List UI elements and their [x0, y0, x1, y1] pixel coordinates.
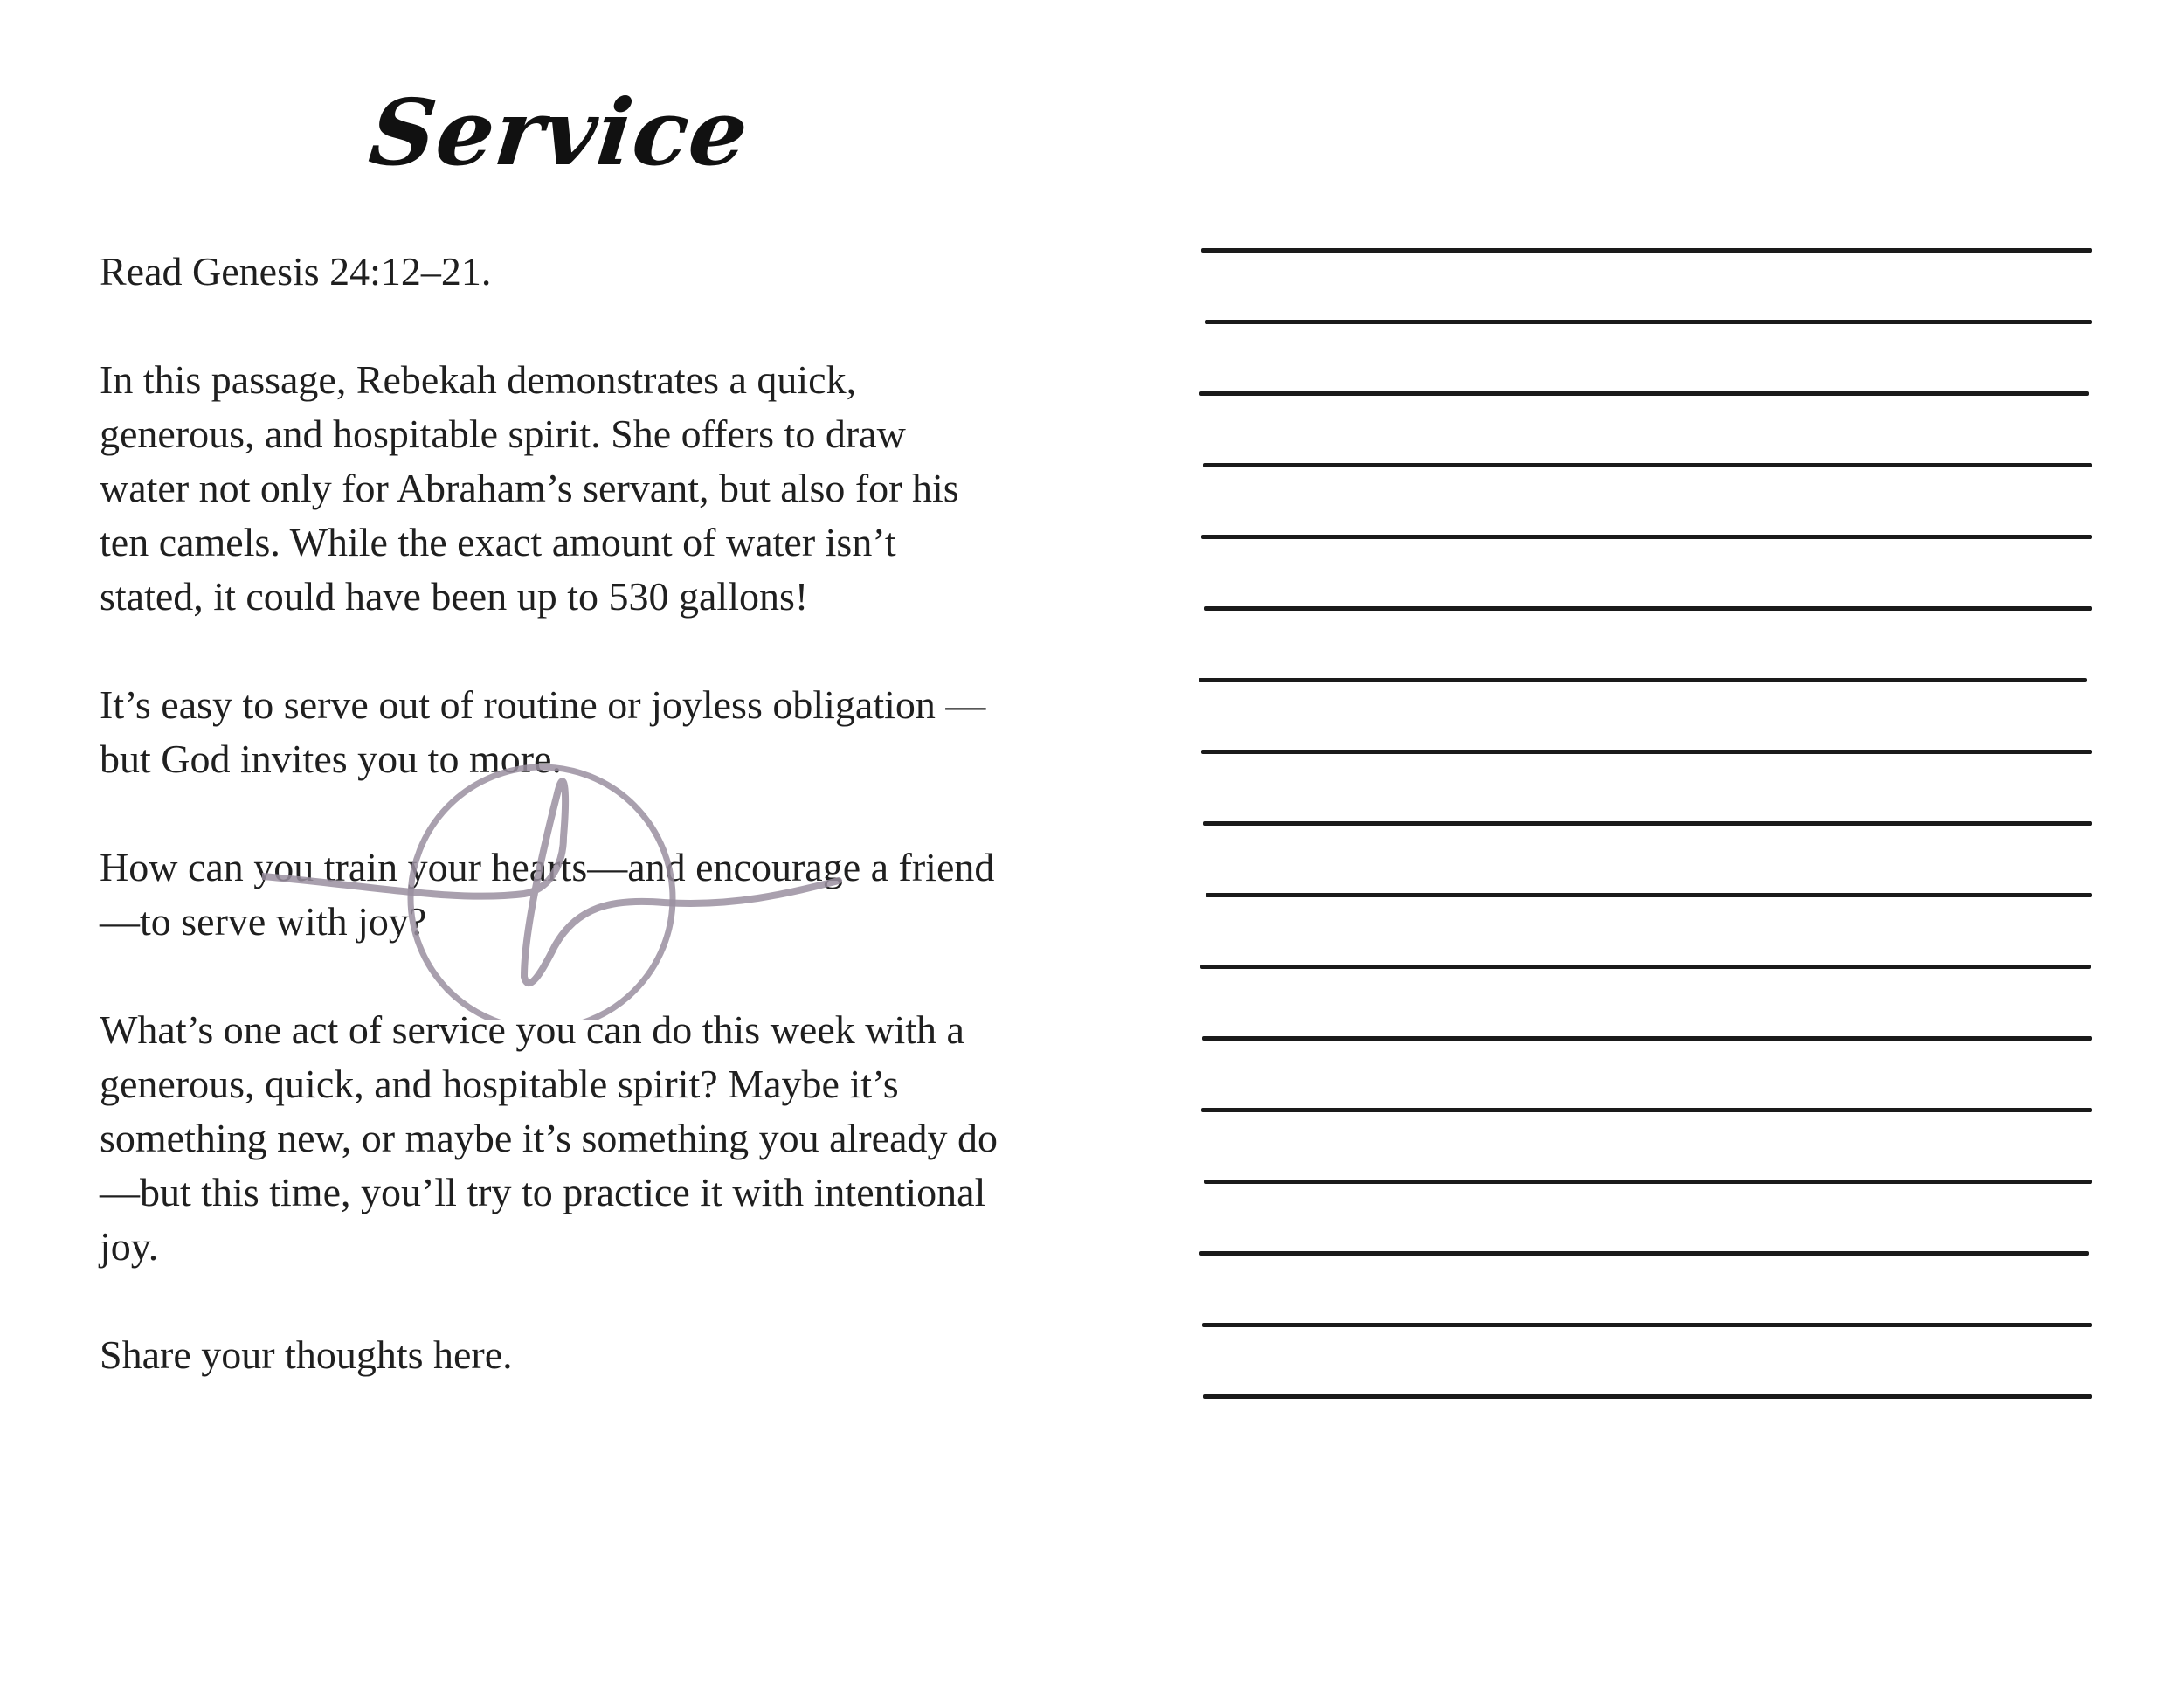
writing-line [1206, 893, 2092, 897]
paragraph-invitation: It’s easy to serve out of routine or joyless obligation —but God invites you to more. [100, 682, 986, 781]
prompt-text [100, 245, 999, 1436]
writing-line [1201, 248, 2092, 253]
writing-line [1199, 1251, 2089, 1256]
writing-line [1202, 1036, 2092, 1041]
paragraph-question-service: What’s one act of service you can do this week with a generous, quick, and hospitable spirit? Maybe it’s something new, or maybe it’s something you already do—but this time, you’ll try to practice it with intentional joy. [100, 1007, 998, 1269]
writing-line [1201, 750, 2092, 754]
page-title: Service [364, 79, 754, 186]
writing-line [1204, 1180, 2092, 1184]
writing-line [1200, 965, 2091, 969]
paragraph-reading: Read Genesis 24:12–21. [100, 249, 492, 294]
writing-line [1203, 463, 2092, 467]
writing-line [1203, 1394, 2092, 1399]
writing-line [1205, 320, 2092, 324]
writing-line [1203, 821, 2092, 826]
writing-line [1199, 678, 2087, 682]
writing-line [1201, 1108, 2092, 1112]
paragraph-passage: In this passage, Rebekah demonstrates a quick, generous, and hospitable spirit. She offers to draw water not only for Abraham’s servant, but also for his ten camels. While the exact amount of water isn’t stated, it could have been up to 530 gallons! [100, 357, 959, 619]
writing-line [1199, 391, 2089, 396]
paragraph-question-joy: How can you train your hearts—and encourage a friend—to serve with joy? [100, 845, 995, 944]
writing-line [1202, 1323, 2092, 1327]
paragraph-share: Share your thoughts here. [100, 1332, 513, 1377]
writing-lines [1201, 248, 2097, 1419]
writing-line [1204, 606, 2092, 611]
writing-line [1201, 535, 2092, 539]
